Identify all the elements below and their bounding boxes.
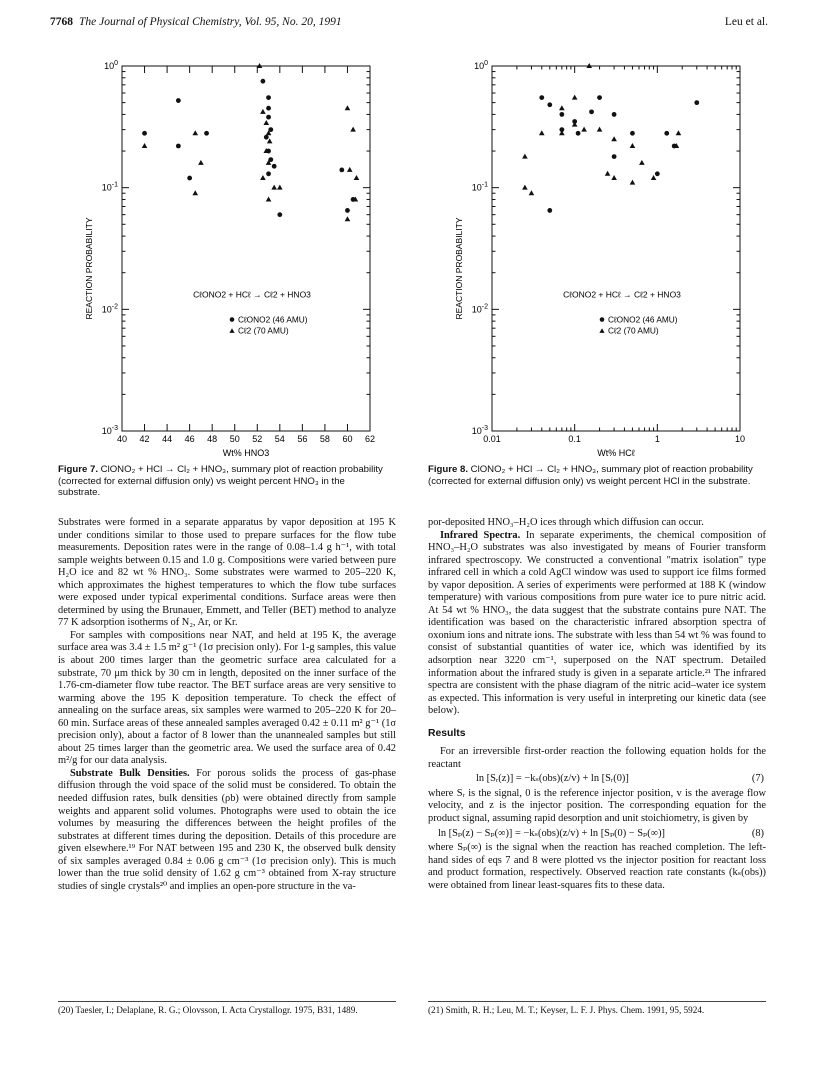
data-point-triangle: [630, 143, 636, 148]
data-point-circle: [597, 95, 602, 100]
data-point-circle: [176, 98, 181, 103]
data-point-circle: [547, 208, 552, 213]
data-point-triangle: [539, 130, 545, 135]
y-tick-label: $10^{-3}$: [471, 425, 488, 436]
x-tick-label: 40: [116, 434, 128, 444]
y-tick-label: $10^{-1}$: [101, 181, 118, 193]
x-tick-label: 52: [252, 434, 263, 444]
footnote-20: (20) Taesler, I.; Delaplane, R. G.; Olovsson, I. Acta Crystallogr. 1975, B31, 1489.: [58, 1001, 396, 1016]
x-tick-label: 0.1: [568, 434, 581, 444]
y-tick-label: $10^0$: [104, 60, 118, 71]
x-tick-label: 44: [162, 434, 173, 444]
results-heading: Results: [428, 727, 466, 739]
data-point-triangle: [345, 216, 351, 221]
data-point-triangle: [559, 130, 565, 135]
data-point-circle: [266, 115, 271, 120]
legend-marker-circle: [230, 317, 235, 322]
journal-title: The Journal of Physical Chemistry, Vol. 95, No. 20, 1991: [79, 16, 342, 28]
data-point-circle: [694, 100, 699, 105]
data-point-circle: [176, 144, 181, 149]
y-tick-label: $10^0$: [474, 60, 488, 71]
data-point-triangle: [260, 109, 266, 114]
paragraph: For samples with compositions near NAT, and held at 195 K, the average surface area was 3.4 ± 1.5 m² g⁻¹ (1σ precision only). For 1-g samples, this value is about 200 times larger than the geometric surface area calculated for a substrate, 70 μm thick by 30 cm in length, deposited on the inner surface of the 1.76-cm-diameter flow tube reactor. The BET surface areas are very sensitive to warming above the 195 K deposition temperature. To check the effect of annealing on the surface areas, six samples were warmed to 205–220 K for 20–60 min. Surface areas of these annealed samples averaged 0.42 ± 0.11 m² g⁻¹ (1σ precision only), about a factor of 8 lower than the unannealed samples but still about 25 times larger than the geometric area. We used the surface area of 0.42 m²/g for our data analysis.: [58, 629, 396, 767]
legend-label: Cℓ2 (70 AMU): [238, 325, 289, 336]
data-point-triangle: [611, 136, 617, 141]
data-point-triangle: [529, 190, 535, 195]
data-point-circle: [655, 171, 660, 176]
data-point-triangle: [266, 196, 272, 201]
y-tick-label: $10^{-1}$: [471, 181, 488, 193]
data-point-triangle: [198, 160, 204, 165]
figure-7-caption: Figure 7. ClONO₂ + HCl → Cl₂ + HNO₃, summary plot of reaction probability (corrected for external diffusion only) vs weight percent HNO₃ in the substrate.: [58, 464, 383, 498]
data-point-circle: [539, 95, 544, 100]
data-point-circle: [266, 171, 271, 176]
data-point-circle: [547, 102, 552, 107]
data-point-triangle: [630, 180, 636, 185]
equation-7: ln [Sᵣ(z)] = −kₛ(obs)(z/v) + ln [Sᵣ(0)] (7): [476, 773, 764, 785]
data-point-triangle: [192, 190, 198, 195]
x-tick-label: 1: [654, 434, 660, 444]
x-tick-label: 10: [734, 434, 746, 444]
plot-frame: [492, 66, 740, 431]
data-point-triangle: [260, 175, 266, 180]
running-header: [50, 16, 342, 28]
x-tick-label: 54: [274, 434, 285, 444]
data-point-circle: [277, 212, 282, 217]
data-point-triangle: [522, 185, 528, 190]
x-axis-label: Wt% HNO3: [222, 448, 270, 458]
figure-8-caption: Figure 8. ClONO₂ + HCl → Cl₂ + HNO₃, summary plot of reaction probability (corrected for external diffusion only) vs weight percent HCl in the substrate.: [428, 464, 753, 487]
x-axis-label: Wt% HCℓ: [597, 448, 635, 458]
y-axis-label: REACTION PROBABILITY: [84, 217, 94, 320]
data-point-triangle: [142, 143, 148, 148]
plot-frame: [122, 66, 370, 431]
paragraph: Infrared Spectra. In separate experiments, the chemical composition of HNO₃–H₂O substrates was also investigated by means of Fourier transform infrared spectroscopy. We constructed a conventional "matrix isolation" type infrared cell in which a cold AgCl window was used to support ice films formed by vapor deposition. A series of experiments were performed at 188 K (window temperature) with various compositions from pure water ice to pure nitric acid. At 54 wt % HNO₃, the data suggest that the substrate contains pure NAT. The identification was based on the characteristic infrared absorption spectra of oxonium ions and nitrate ions. The substrate with less than 54 wt % was found to consist of substantial quantities of water ice, which was identified by its adsorption near 3220 cm⁻¹, superposed on the NAT spectrum. Detailed information about the infrared study is given in a separate article.²¹ The infrared spectra are consistent with the phase diagram of the nitric acid–water ice system as expected. This information is very useful in interpreting our kinetic data (see below).: [428, 529, 766, 717]
y-tick-label: $10^{-3}$: [101, 425, 118, 436]
data-point-triangle: [676, 130, 682, 135]
authors-header: Leu et al.: [724, 16, 768, 28]
right-column: [428, 517, 766, 892]
data-point-circle: [612, 112, 617, 117]
data-point-triangle: [611, 175, 617, 180]
x-tick-label: 50: [229, 434, 240, 444]
footnote-21: (21) Smith, R. H.; Leu, M. T.; Keyser, L. F. J. Phys. Chem. 1991, 95, 5924.: [428, 1001, 766, 1016]
x-tick-label: 60: [342, 434, 353, 444]
data-point-circle: [339, 167, 344, 172]
data-point-triangle: [639, 160, 645, 165]
data-point-triangle: [263, 120, 269, 125]
paragraph: por-deposited HNO₃–H₂O ices through which diffusion can occur.: [428, 517, 704, 528]
figure-7-chart: [60, 48, 390, 458]
data-point-circle: [264, 135, 269, 140]
data-point-triangle: [347, 167, 353, 172]
legend-label: Cℓ2 (70 AMU): [608, 325, 659, 336]
data-point-triangle: [572, 95, 578, 100]
data-point-circle: [266, 95, 271, 100]
data-point-triangle: [354, 175, 360, 180]
data-point-triangle: [350, 127, 356, 132]
legend-label: CℓONO2 (46 AMU): [238, 314, 308, 325]
x-tick-label: 48: [207, 434, 218, 444]
data-point-triangle: [345, 105, 351, 110]
page-number: 7768: [50, 16, 73, 28]
section-run-in-head: Substrate Bulk Densities.: [70, 767, 190, 779]
x-tick-label: 0.01: [483, 434, 501, 444]
x-tick-label: 46: [184, 434, 195, 444]
data-point-circle: [272, 164, 277, 169]
paragraph: Substrates were formed in a separate apparatus by vapor deposition at 195 K under conditions similar to those used to prepare surfaces for the flow tube measurements. Deposition rates were in the range of 0.08–1.4 g h⁻¹, with total sample weights between 0.15 and 1.0 g. Compositions were varied between pure H₂O ice and 82 wt % HNO₃. Some substrates were warmed to 205–220 K, which approximates the highest temperatures to which the flow tube surfaces were exposed under typical experimental conditions. Surface areas were then determined by using the Brunauer, Emmett, and Teller (BET) method to analyze 77 K adsorption isotherms of N₂, Ar, or Kr.: [58, 517, 396, 629]
data-point-triangle: [192, 130, 198, 135]
data-point-triangle: [277, 185, 283, 190]
y-tick-label: $10^{-2}$: [471, 303, 488, 315]
reaction-label: CℓONO2 + HCℓ → Cℓ2 + HNO3: [193, 289, 311, 300]
data-point-triangle: [522, 154, 528, 159]
legend-label: CℓONO2 (46 AMU): [608, 314, 678, 325]
data-point-circle: [559, 112, 564, 117]
figure-8-chart: [430, 48, 760, 458]
data-point-triangle: [559, 105, 565, 110]
legend-marker-triangle: [229, 328, 234, 333]
data-point-circle: [261, 79, 266, 84]
x-tick-label: 58: [319, 434, 330, 444]
data-point-triangle: [651, 175, 657, 180]
paragraph: For an irreversible first-order reaction the following equation holds for the reactant: [428, 746, 766, 770]
left-column: [58, 517, 396, 893]
data-point-triangle: [597, 127, 603, 132]
data-point-circle: [204, 131, 209, 136]
data-point-circle: [576, 131, 581, 136]
x-tick-label: 42: [139, 434, 150, 444]
data-point-triangle: [605, 171, 611, 176]
legend-marker-triangle: [599, 328, 604, 333]
data-point-circle: [187, 176, 192, 181]
data-point-circle: [589, 109, 594, 114]
data-point-triangle: [267, 138, 273, 143]
y-tick-label: $10^{-2}$: [101, 303, 118, 315]
paragraph: Substrate Bulk Densities. For porous solids the process of gas-phase diffusion through the void space of the solid must be considered. To obtain the needed diffusion rates, bulk densities (ρb) were obtained directly from sample weights and apparent solid volumes. Photographs were used to obtain the ice volumes by measuring the differences between the height profiles of the substrates at different times during the deposition. Details of this procedure are given elsewhere.¹⁹ For NAT between 195 and 230 K, the observed bulk density of six samples averaged 0.84 ± 0.06 g cm⁻³ (1σ precision only). This is much lower than the true solid density of 1.62 g cm⁻³ obtained from X-ray structure studies of single crystals²⁰ and implies an open-pore structure in the va-: [58, 767, 396, 892]
x-tick-label: 62: [364, 434, 376, 444]
x-tick-label: 56: [297, 434, 308, 444]
paragraph: where Sᵣ is the signal, 0 is the reference injector position, v is the average flow velocity, and z is the injector position. The corresponding equation for the product signal, assuming rapid desorption and unit stoichiometry, is given by: [428, 787, 766, 825]
reaction-label: CℓONO2 + HCℓ → Cℓ2 + HNO3: [563, 289, 681, 300]
legend-marker-circle: [600, 317, 605, 322]
data-point-circle: [345, 208, 350, 213]
equation-8: ln [Sₚ(z) − Sₚ(∞)] = −kₛ(obs)(z/v) + ln [Sₚ(0) − Sₚ(∞)] (8): [438, 827, 764, 839]
data-point-circle: [266, 106, 271, 111]
data-point-circle: [664, 131, 669, 136]
data-point-triangle: [581, 127, 587, 132]
data-point-circle: [612, 154, 617, 159]
data-point-triangle: [271, 185, 277, 190]
data-point-circle: [142, 131, 147, 136]
paragraph: where Sₚ(∞) is the signal when the reaction has reached completion. The left-hand sides of eqs 7 and 8 were plotted vs the injector position for reactant loss and product formation, respectively. Observed reaction rate constants (kₛ(obs)) were obtained from linear least-squares fits to these data.: [428, 842, 766, 891]
y-axis-label: REACTION PROBABILITY: [454, 217, 464, 320]
section-run-in-head: Infrared Spectra.: [440, 529, 521, 541]
data-point-circle: [630, 131, 635, 136]
